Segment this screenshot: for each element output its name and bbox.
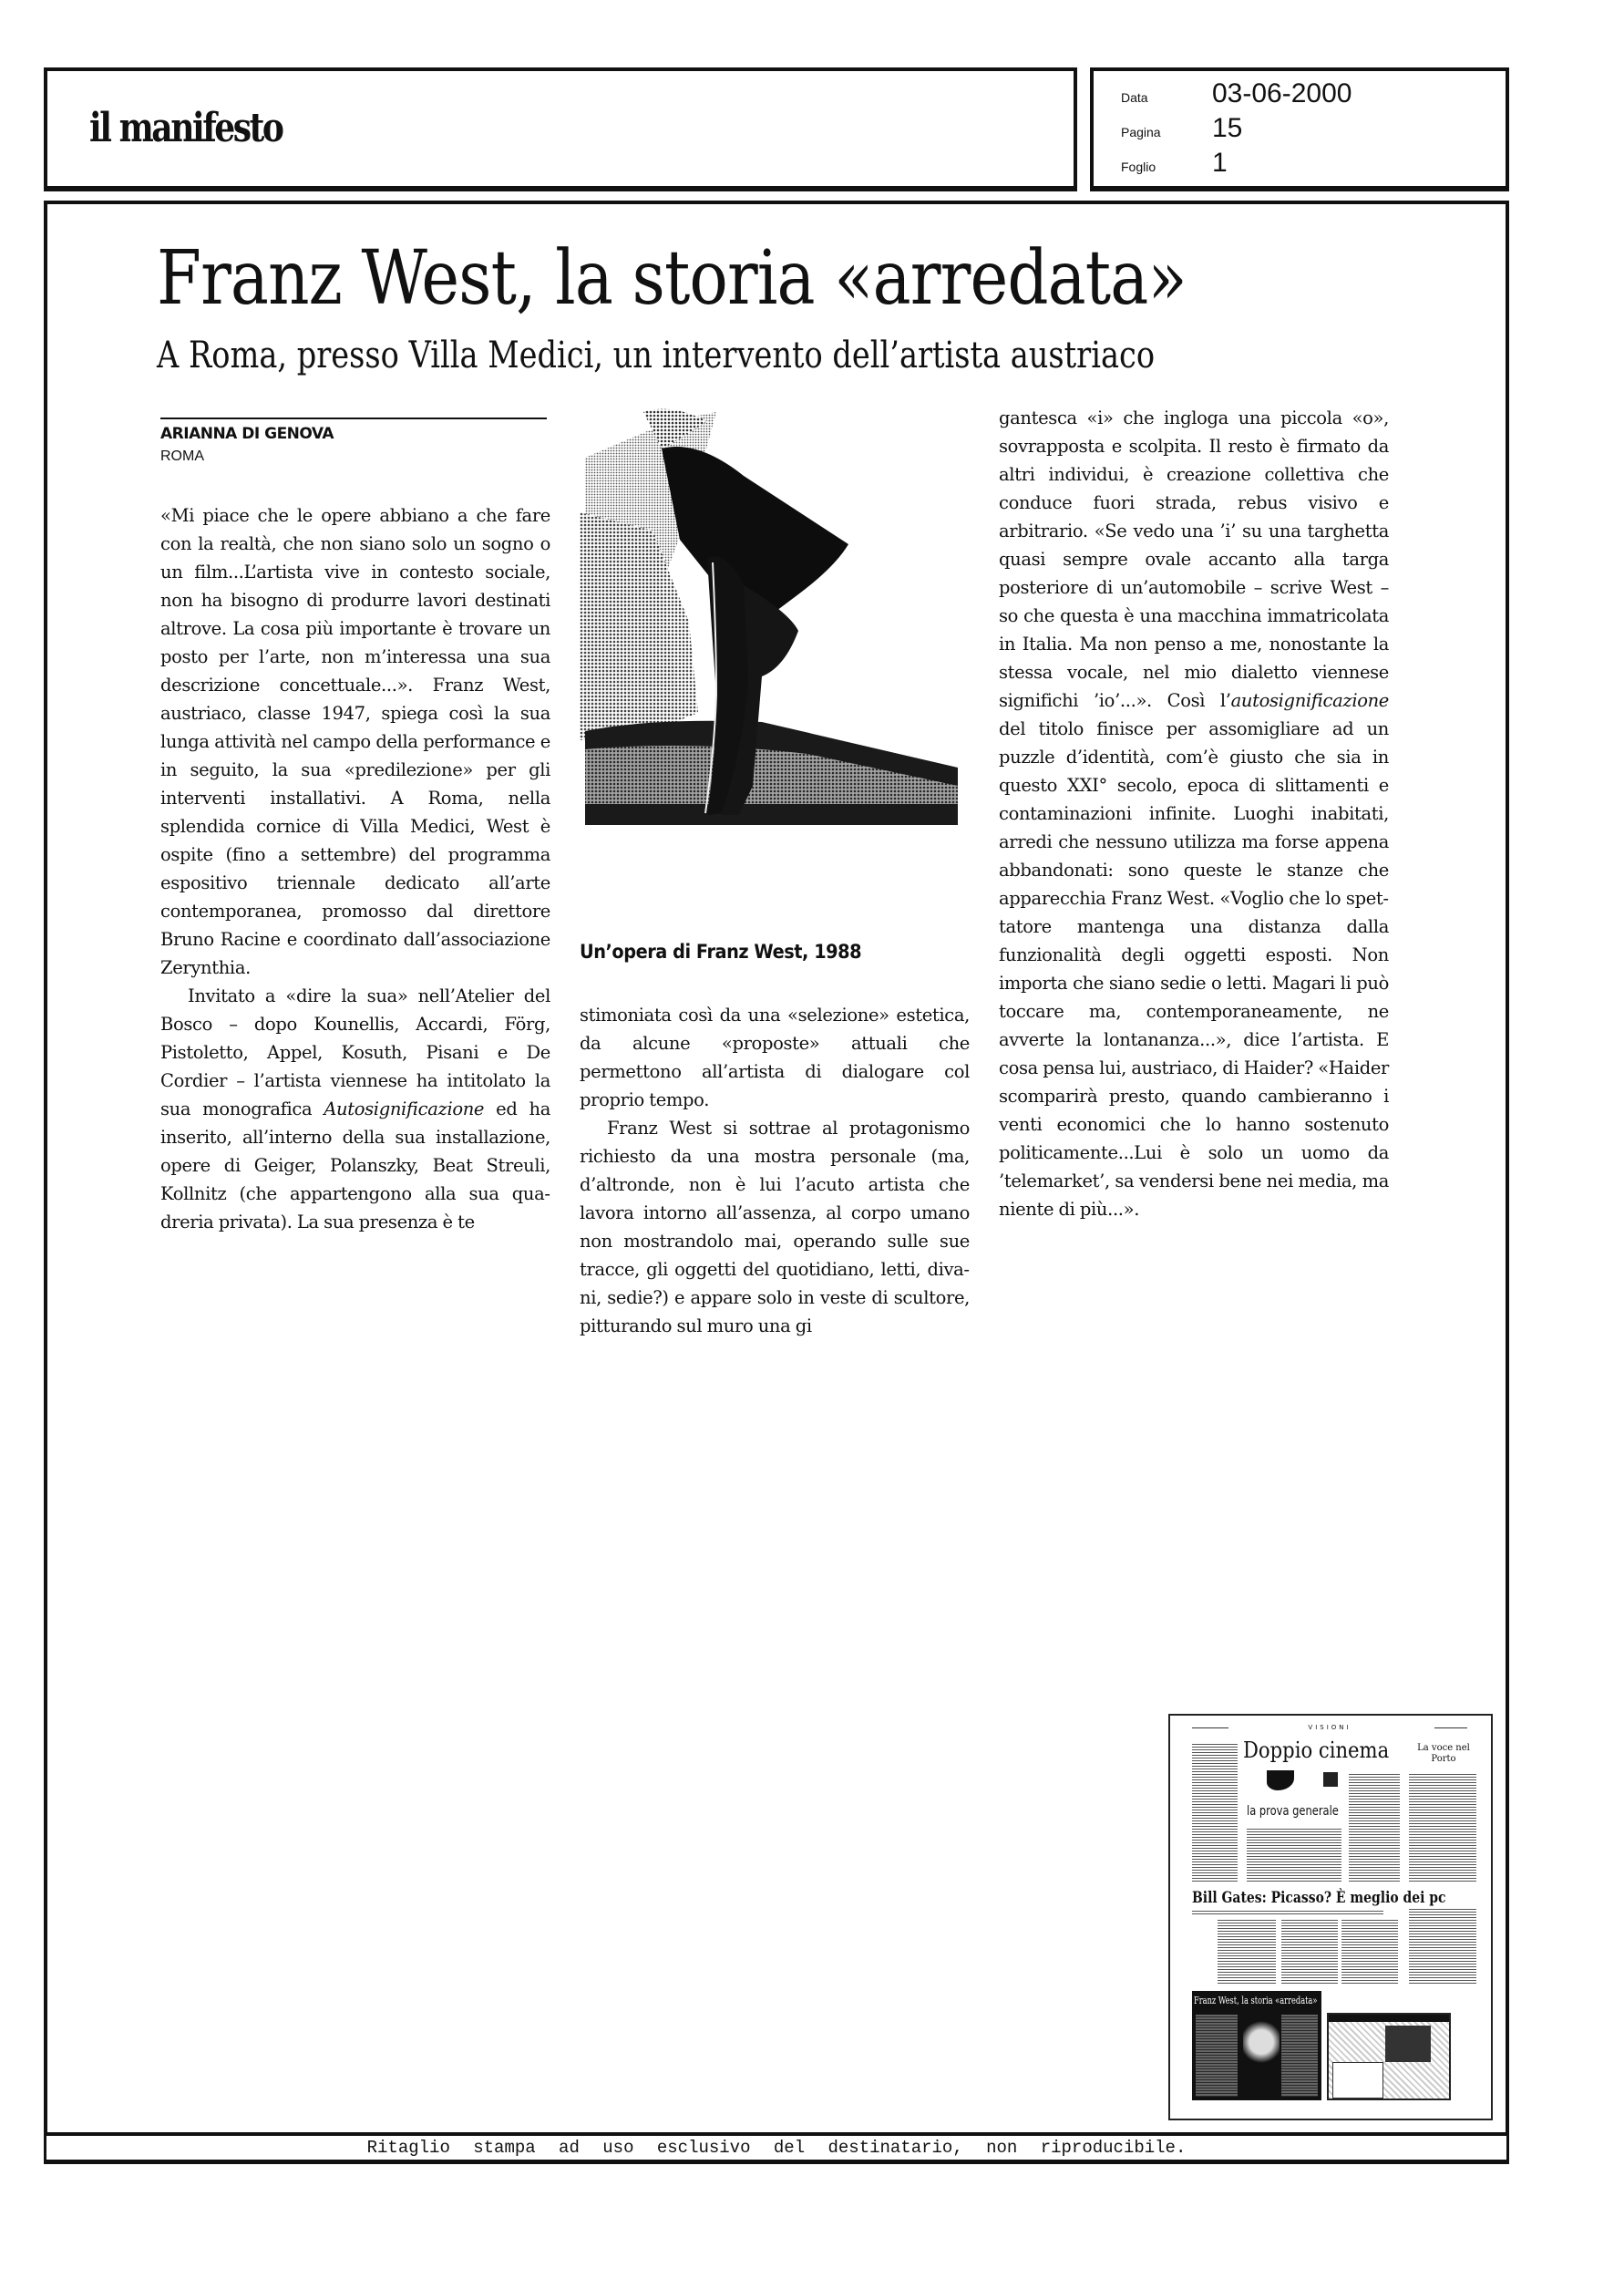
- masthead-logo: il manifesto: [89, 105, 283, 151]
- thumbnail-ad-band: [1329, 2015, 1449, 2022]
- article-column-2: [580, 1001, 970, 1340]
- thumbnail-text-block: [1349, 1772, 1400, 1882]
- article-subheadline: A Roma, presso Villa Medici, un intervento dell’artista austriaco: [157, 335, 1156, 376]
- meta-value-page: 15: [1212, 113, 1243, 143]
- article-headline: Franz West, la storia «arredata»: [157, 235, 1187, 322]
- article-column-3: [999, 404, 1389, 1223]
- article-byline: ARIANNA DI GENOVA: [160, 425, 334, 443]
- thumbnail-text-block: [1281, 2015, 1318, 2097]
- paragraph-text: «Mi piace che le opere abbiano a che fare con la realtà, che non siano solo un sogno o un film...L’artista vive in contesto sociale, non ha bisogno di produrre lavori destinati altrove. La cosa più importante è trovare un posto per l’arte, non m’interessa una sua descrizione concettuale...». Franz West, austriaco, classe 1947, spiega così la sua lunga attività nel campo della performance e in seguito, la sua «predilezione» per gli interventi installativi. A Roma, nella splendida cornice di Villa Medici, West è ospite (fino a settembre) del programma espositivo triennale dedicato all’arte contemporanea, promosso dal direttore Bruno Racine e coordinato dall’associazione Zerynthia.: [160, 505, 550, 978]
- italic-title-text: Autosignificazione: [324, 1098, 485, 1119]
- article-dateline: ROMA: [160, 449, 204, 464]
- thumbnail-advertisement: [1327, 2013, 1451, 2100]
- thumbnail-film-shape: [1267, 1770, 1294, 1790]
- footer-notice: Ritaglio stampa ad uso esclusivo del destinatario, non riproducibile.: [44, 2133, 1509, 2164]
- thumbnail-text-block: [1192, 1743, 1238, 1882]
- meta-row-page: [1121, 111, 1506, 146]
- meta-label: Foglio: [1121, 160, 1156, 174]
- article-paragraph: [160, 501, 550, 982]
- thumbnail-text-block: [1281, 1920, 1338, 1984]
- thumbnail-text-block: [1192, 1911, 1383, 1914]
- meta-row-sheet: [1121, 146, 1506, 180]
- thumbnail-ad-image: [1385, 2026, 1431, 2062]
- thumbnail-rule: [1192, 1727, 1228, 1728]
- thumbnail-text-block: [1341, 1920, 1398, 1984]
- meta-label: Data: [1121, 90, 1148, 105]
- thumbnail-headline-top: Doppio cinema: [1243, 1738, 1390, 1763]
- sculpture-photo-image: [580, 403, 966, 826]
- thumbnail-text-block: [1218, 1920, 1276, 1984]
- paragraph-text: ed ha inserito, all’interno della sua installazione, opere di Geiger, Polanszky, Beat Streuli, Kollnitz (che appartengono alla sua quadreria privata). La sua presenza è te: [160, 1098, 550, 1232]
- meta-row-date: [1121, 77, 1506, 111]
- page-thumbnail: [1168, 1714, 1493, 2120]
- thumbnail-headline-mid: Bill Gates: Picasso? È meglio dei pc: [1192, 1889, 1446, 1907]
- thumbnail-film-image: [1247, 1770, 1341, 1801]
- article-photo: [580, 403, 966, 826]
- article-paragraph: [580, 1001, 970, 1114]
- paragraph-text: gantesca «i» che ingloga una piccola «o», sovrapposta e scolpita. Il resto è firmato da altri individui, è creazione collettiva che conduce fuori strada, rebus visivo e arbitrario. «Se vedo una ’i’ su una targhetta quasi sempre ovale accanto alla targa posteriore di un’automobile – scrive West – so che questa è una macchina immatricolata in Italia. Ma non penso a me, nonostante la stessa vocale, nel mio dialetto viennese significhi ’io’...». Così l’: [999, 407, 1389, 711]
- masthead-box: [44, 67, 1077, 191]
- photo-caption: Un’opera di Franz West, 1988: [580, 941, 862, 963]
- italic-title-text: autosignificazione: [1230, 690, 1389, 711]
- thumbnail-image-overlay-text: la prova generale: [1247, 1804, 1339, 1819]
- thumbnail-franz-west-article: [1192, 1991, 1321, 2100]
- thumbnail-film-shape: [1323, 1772, 1338, 1787]
- thumbnail-franz-west-photo: [1243, 2018, 1280, 2066]
- publication-meta-box: [1090, 67, 1509, 191]
- paragraph-text: del titolo finisce per assomigliare ad un puzzle d’identità, com’è giusto che sia in questo XXI° secolo, epoca di slittamenti e contaminazioni infinite. Luoghi inabitati, arredi che nessuno utilizza ma forse appena abbandonati: sono queste le stanze che apparecchia Franz West. «Voglio che lo spettatore mantenga una distanza dalla funzionalità degli oggetti esposti. Non importa che siano sedie o letti. Magari li può toccare ma, contemporaneamente, ne avverte la lontananza...», dice l’artista. E cosa pensa lui, austriaco, di Haider? «Haider scomparirà presto, quando cambieranno i venti economici che lo hanno sostenuto politicamente...Lui è solo un uomo da ’telemarket’, sa vendersi bene nei media, ma niente di più...».: [999, 718, 1389, 1220]
- thumbnail-text-block: [1409, 1907, 1476, 1984]
- byline-rule: [160, 418, 547, 419]
- paragraph-text: Invitato a «dire la sua» nell’Atelier del Bosco – dopo Kounellis, Accardi, Förg, Pistoletto, Appel, Kosuth, Pisani e De Cordier – l’artista viennese ha intitolato la sua monografica: [160, 985, 550, 1119]
- article-paragraph: [999, 404, 1389, 1223]
- article-column-1: [160, 501, 550, 1236]
- article-paragraph: [160, 982, 550, 1236]
- paragraph-text: Franz West si sottrae al protagonismo richiesto da una mostra personale (ma, d’altronde, non è lui l’acuto artista che lavora intorno all’assenza, al corpo umano non mostrandolo mai, operando sulle sue tracce, gli oggetti del quotidiano, letti, divani, sedie?) e appare solo in veste di scultore, pitturando sul muro una gi: [580, 1118, 970, 1336]
- article-paragraph: [580, 1114, 970, 1340]
- meta-value-date: 03-06-2000: [1212, 78, 1352, 108]
- thumbnail-rule: [1434, 1727, 1467, 1728]
- meta-value-sheet: 1: [1212, 148, 1228, 178]
- thumbnail-section-label: VISIONI: [1308, 1724, 1352, 1731]
- thumbnail-side-headline: La voce nel Porto: [1417, 1743, 1470, 1764]
- thumbnail-text-block: [1196, 2015, 1238, 2097]
- thumbnail-ad-logo: [1332, 2062, 1383, 2099]
- thumbnail-text-block: [1247, 1829, 1341, 1882]
- thumbnail-text-block: [1409, 1772, 1476, 1882]
- meta-label: Pagina: [1121, 125, 1161, 139]
- paragraph-text: stimoniata così da una «selezione» estetica, da alcune «proposte» attuali che permettono all’artista di dialogare col proprio tempo.: [580, 1005, 970, 1110]
- thumbnail-headline-bottom: Franz West, la storia «arredata»: [1194, 1995, 1318, 2006]
